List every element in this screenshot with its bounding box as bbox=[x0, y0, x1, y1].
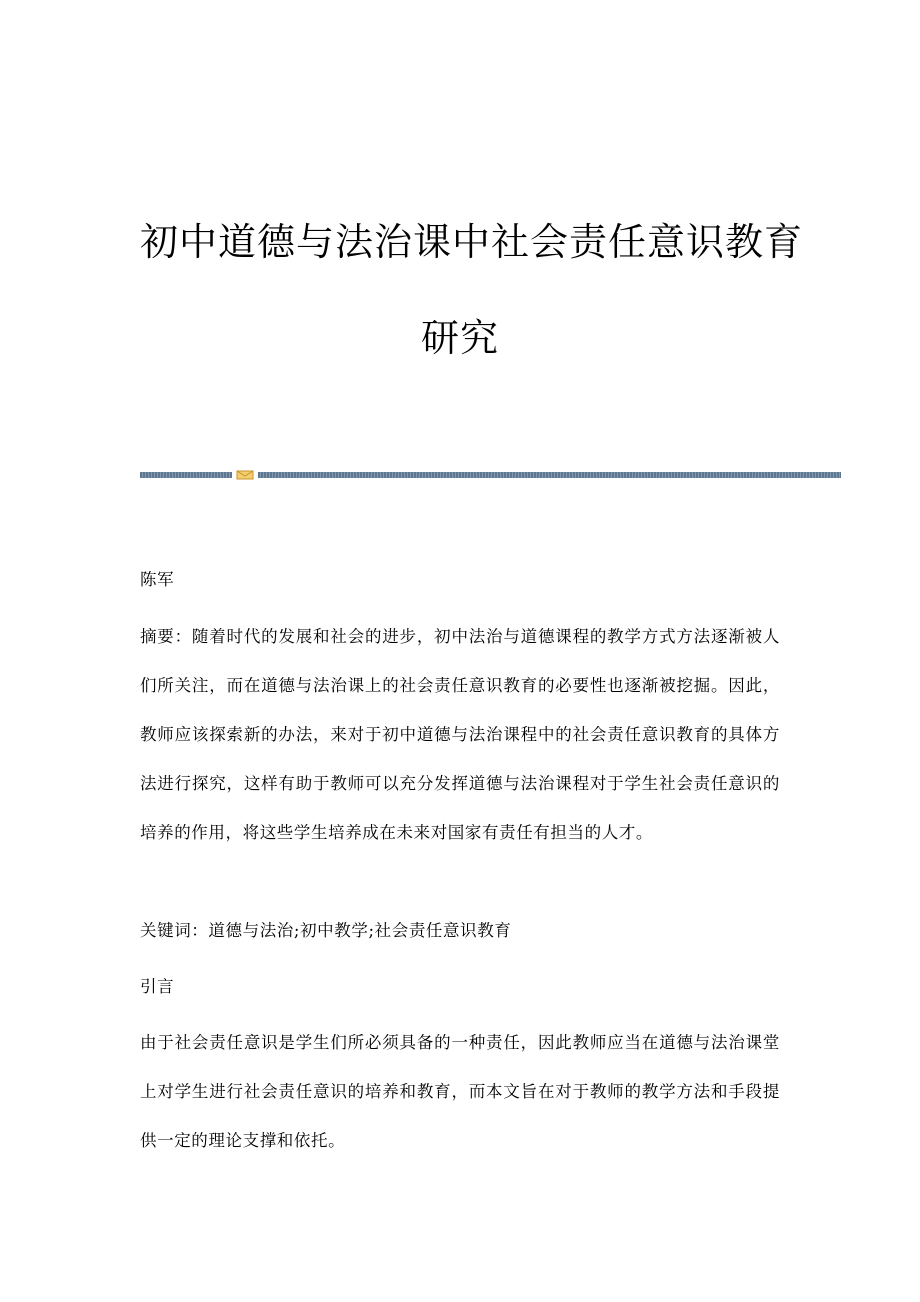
keywords-label: 关键词： bbox=[140, 921, 209, 940]
abstract-text: 随着时代的发展和社会的进步，初中法治与道德课程的教学方式方法逐渐被人们所关注，而在道德与法治课上的社会责任意识教育的必要性也逐渐被挖掘。因此，教师应该探索新的办法，来对于初中道德与法治课程中的社会责任意识教育的具体方法进行探究，这样有助于教师可以充分发挥道德与法治课程对于学生社会责任意识的培养的作用，将这些学生培养成在未来对国家有责任有担当的人才。 bbox=[140, 627, 780, 842]
document-title-line-2: 研究 bbox=[420, 316, 499, 360]
introduction-heading: 引言 bbox=[140, 977, 175, 996]
abstract-label: 摘要： bbox=[140, 627, 192, 646]
title-divider bbox=[140, 470, 841, 480]
divider-bar-left bbox=[140, 472, 232, 478]
keywords-text: 道德与法治;初中教学;社会责任意识教育 bbox=[208, 921, 512, 940]
introduction-body: 由于社会责任意识是学生们所必须具备的一种责任，因此教师应当在道德与法治课堂上对学生进行社会责任意识的培养和教育，而本文旨在对于教师的教学方法和手段提供一定的理论支撑和依托。 bbox=[140, 1033, 780, 1150]
keywords-paragraph bbox=[140, 906, 780, 955]
author-name: 陈军 bbox=[140, 570, 175, 589]
abstract-paragraph bbox=[140, 612, 780, 857]
document-title-line-1: 初中道德与法治课中社会责任意识教育 bbox=[140, 220, 804, 264]
divider-bar-right bbox=[258, 472, 841, 478]
envelope-ornament-icon bbox=[236, 470, 254, 480]
